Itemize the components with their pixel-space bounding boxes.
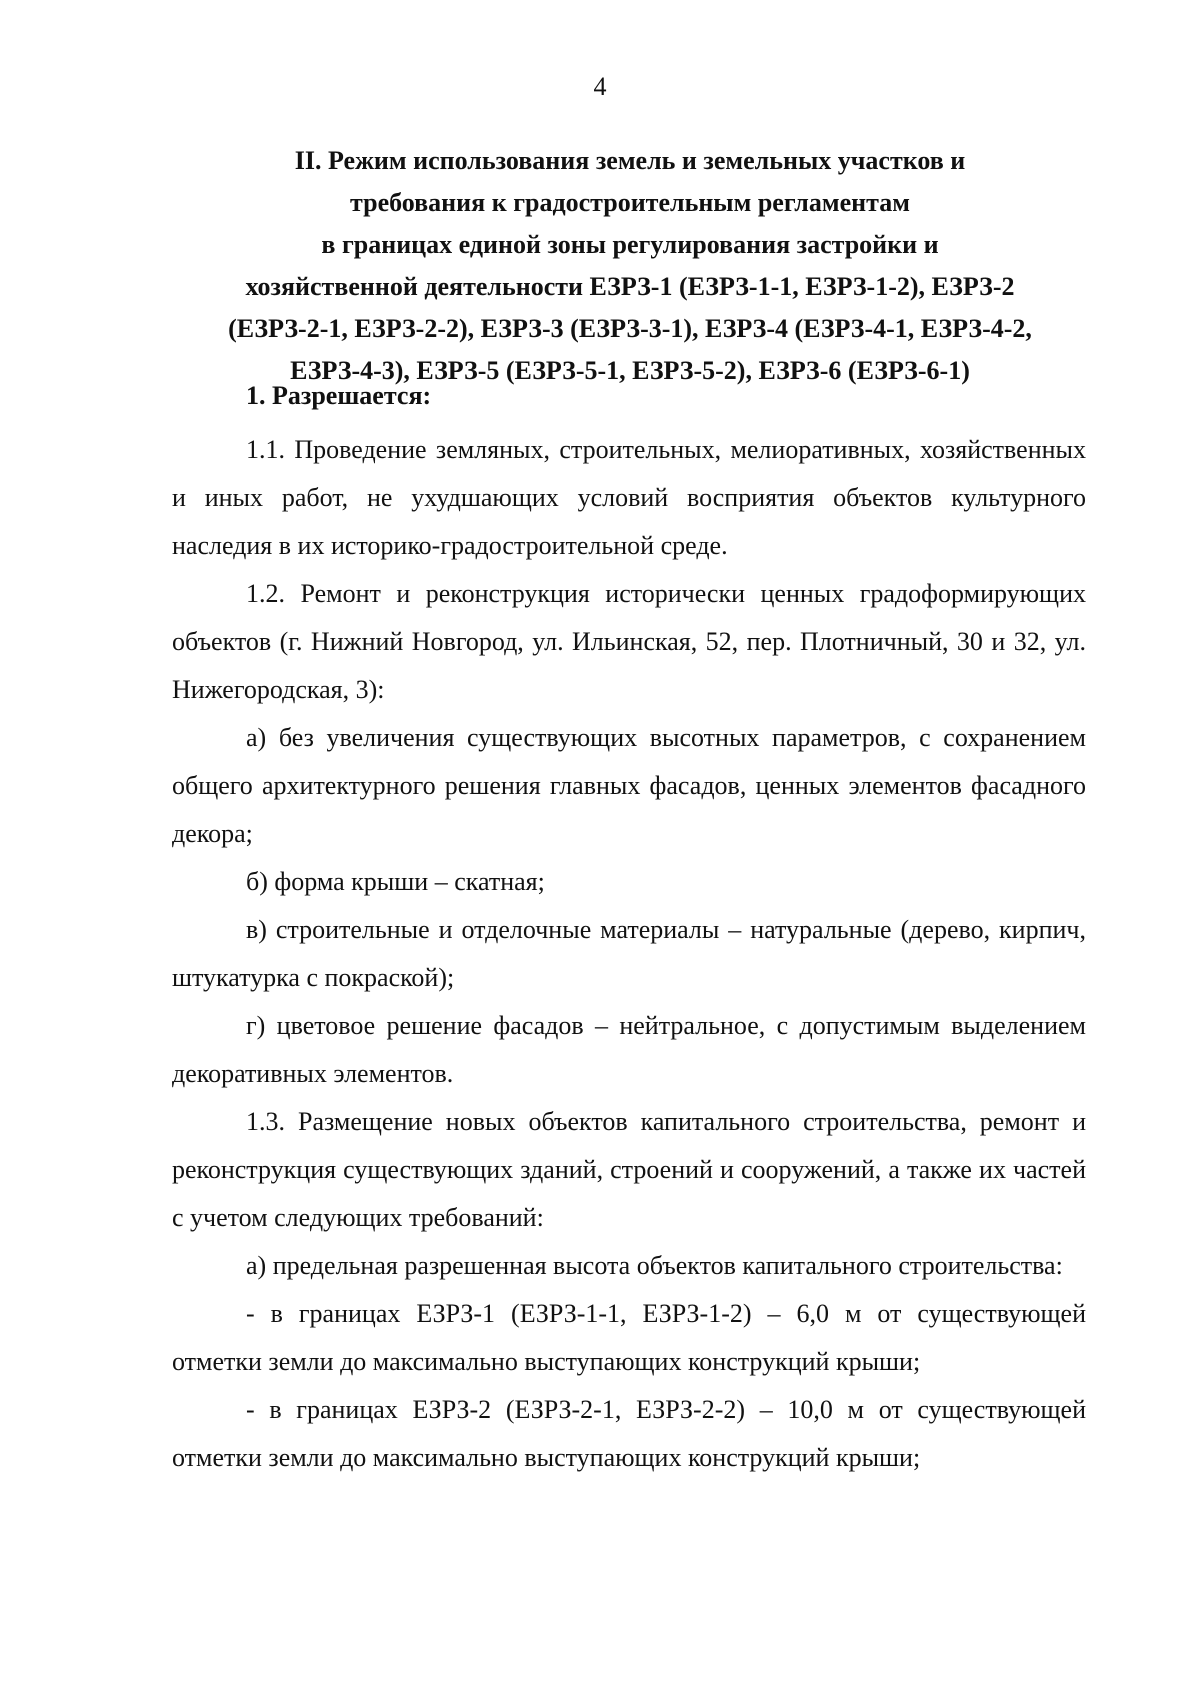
heading-line: хозяйственной деятельности ЕЗРЗ-1 (ЕЗРЗ-1-1, ЕЗРЗ-1-2), ЕЗРЗ-2 (245, 272, 1015, 301)
heading-line: требования к градостроительным регламентам (350, 188, 910, 217)
document-body (172, 372, 1086, 1482)
section-heading (180, 140, 1080, 392)
paragraph-1-3: 1.3. Размещение новых объектов капитального строительства, ремонт и реконструкция существующих зданий, строений и сооружений, а также их частей с учетом следующих требований: (172, 1107, 1086, 1232)
heading-line: ЕЗРЗ-4-3), ЕЗРЗ-5 (ЕЗРЗ-5-1, ЕЗРЗ-5-2), ЕЗРЗ-6 (ЕЗРЗ-6-1) (290, 356, 970, 385)
heading-line: II. Режим использования земель и земельных участков и (294, 146, 966, 175)
paragraph-ezrz-2: - в границах ЕЗРЗ-2 (ЕЗРЗ-2-1, ЕЗРЗ-2-2) – 10,0 м от существующей отметки земли до максимально выступающих конструкций крыши; (172, 1395, 1086, 1472)
paragraph-1-2: 1.2. Ремонт и реконструкция исторически ценных градоформирующих объектов (г. Нижний Новгород, ул. Ильинская, 52, пер. Плотничный, 30 и 32, ул. Нижегородская, 3): (172, 579, 1086, 704)
heading-line: в границах единой зоны регулирования застройки и (321, 230, 939, 259)
paragraph-item-g: г) цветовое решение фасадов – нейтральное, с допустимым выделением декоративных элементов. (172, 1011, 1086, 1088)
paragraph-1-1: 1.1. Проведение земляных, строительных, мелиоративных, хозяйственных и иных работ, не ухудшающих условий восприятия объектов культурного наследия в их историко-градостроительной среде. (172, 435, 1086, 560)
paragraph-item-a: а) без увеличения существующих высотных параметров, с сохранением общего архитектурного решения главных фасадов, ценных элементов фасадного декора; (172, 723, 1086, 848)
paragraph-item-v: в) строительные и отделочные материалы – натуральные (дерево, кирпич, штукатурка с покраской); (172, 915, 1086, 992)
paragraph-1-3-a: а) предельная разрешенная высота объектов капитального строительства: (246, 1251, 1063, 1280)
heading-line: (ЕЗРЗ-2-1, ЕЗРЗ-2-2), ЕЗРЗ-3 (ЕЗРЗ-3-1), ЕЗРЗ-4 (ЕЗРЗ-4-1, ЕЗРЗ-4-2, (228, 314, 1032, 343)
paragraph-item-b: б) форма крыши – скатная; (246, 867, 545, 896)
page-number: 4 (593, 72, 607, 101)
subsection-title: 1. Разрешается: (246, 381, 432, 410)
paragraph-ezrz-1: - в границах ЕЗРЗ-1 (ЕЗРЗ-1-1, ЕЗРЗ-1-2) – 6,0 м от существующей отметки земли до максимально выступающих конструкций крыши; (172, 1299, 1086, 1376)
